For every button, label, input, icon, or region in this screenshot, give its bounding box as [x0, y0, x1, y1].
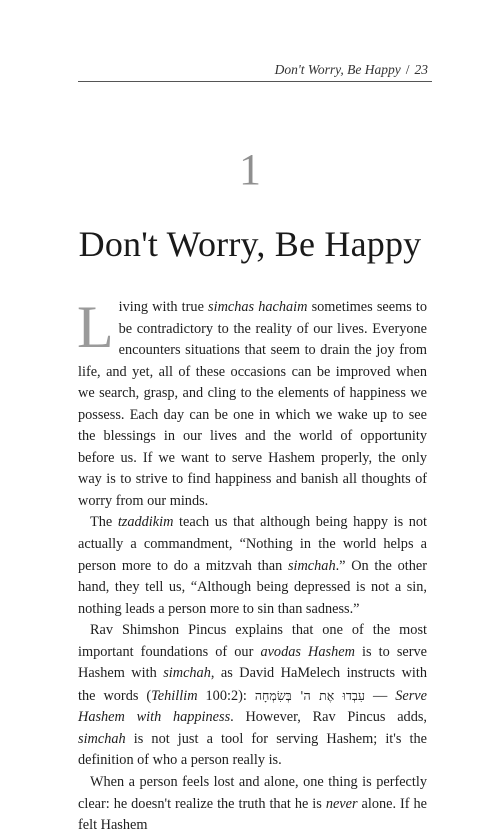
p4-text-a: When a person feels lost and alone, one thing is perfectly clear: he doesn't realize the truth that he is — [78, 774, 427, 812]
page-number: 23 — [414, 62, 428, 77]
p3-italic-j: Serve Hashem with happiness — [78, 687, 427, 726]
p2-italic-d: simchah — [287, 557, 336, 574]
body-text — [77, 294, 428, 837]
paragraph-1 — [77, 294, 427, 512]
paragraph-4 — [78, 772, 427, 837]
p3-italic-b: avodas Hashem — [260, 643, 355, 660]
p3-text-m: is not just a tool for serving Hashem; it's the definition of who a person really is. — [78, 730, 427, 769]
p2-text-e: .” On the other hand, they tell us, “Although being depressed is not a sin, nothing leads a person more to sin than sadness.” — [78, 557, 427, 617]
drop-cap: L — [77, 294, 114, 360]
chapter-title: Don't Worry, Be Happy — [78, 224, 422, 264]
running-head-separator: / — [405, 62, 410, 77]
p3-italic-f: Tehillim — [151, 687, 198, 704]
chapter-number: 1 — [239, 145, 261, 194]
p1-text-a: iving with true — [118, 299, 209, 315]
p3-text-i: — — [364, 687, 396, 704]
p3-text-a: Rav Shimshon Pincus explains that one of the most important foundations of our — [78, 622, 427, 660]
header-rule — [78, 81, 432, 82]
running-title: Don't Worry, Be Happy — [274, 62, 401, 77]
p2-text-a: The — [90, 514, 118, 531]
running-head — [78, 62, 428, 78]
p3-italic-d: simchah — [163, 665, 211, 682]
p4-text-c: alone. If he felt Hashem — [78, 795, 427, 834]
p3-text-k: . However, Rav Pincus adds, — [230, 709, 427, 726]
p2-text-c: teach us that although being happy is not actually a commandment, “Nothing in the world helps a person more to do a mitzvah than — [78, 514, 427, 574]
paragraph-2 — [78, 512, 427, 620]
p3-text-g: 100:2): — [197, 687, 255, 704]
p1-italic-b: simchas hachaim — [208, 299, 308, 315]
p2-italic-b: tzaddikim — [117, 514, 174, 531]
p4-italic-b: never — [325, 795, 358, 812]
p3-text-c: is to serve Hashem with — [78, 643, 427, 682]
hebrew-verse: עִבְדוּ אֶת ה' בְּשִׂמְחָה — [254, 687, 365, 703]
paragraph-3 — [78, 620, 427, 772]
p3-text-e: , as David HaMelech instructs with the words ( — [78, 665, 428, 704]
p1-text-c: sometimes seems to be contradictory to the reality of our lives. Everyone encounters situations that seem to drain the joy from life, and yet, all of these occasions can be improved when we search, grasp, and cling to the elements of happiness we possess. Each day can be one in which we wake up to see the blessings in our lives and the world of opportunity before us. If we want to serve Hashem properly, the only way is to strive to find happiness and banish all thoughts of worry from our minds. — [78, 299, 427, 509]
p3-italic-l: simchah — [78, 730, 126, 747]
